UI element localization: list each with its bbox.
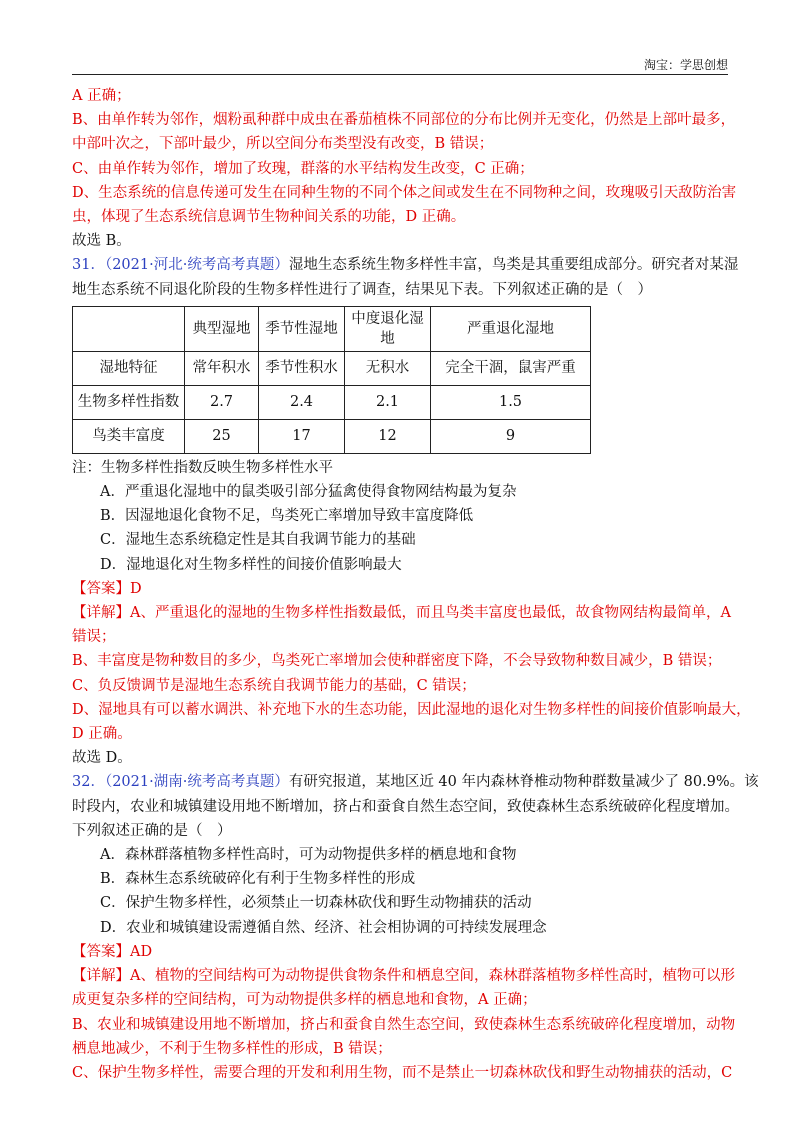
prev-answer-line: 中部叶次之，下部叶最少，所以空间分布类型没有改变，B 错误； — [72, 136, 494, 153]
table-row — [73, 419, 591, 453]
q31-detail-line: C、负反馈调节是湿地生态系统自我调节能力的基础，C 错误； — [72, 677, 476, 694]
header-text: 淘宝：学思创想 — [643, 58, 728, 72]
table-cell: 2.4 — [259, 385, 345, 419]
q32-detail-line — [72, 964, 735, 988]
table-cell: 季节性积水 — [259, 351, 345, 385]
table-cell: 无积水 — [345, 351, 431, 385]
detail-text: A、严重退化的湿地的生物多样性指数最低，而且鸟类丰富度也最低，故食物网结构最简单，A — [130, 605, 731, 622]
q31-option-a: A．严重退化湿地中的鼠类吸引部分猛禽使得食物网结构最为复杂 — [100, 484, 517, 501]
answer-value: D — [130, 580, 142, 597]
q31-table — [72, 306, 591, 454]
q32-detail-line: 栖息地减少，不利于生物多样性的形成，B 错误； — [72, 1040, 392, 1057]
table-cell: 湿地特征 — [73, 351, 185, 385]
table-header-cell: 中度退化湿 地 — [345, 306, 431, 351]
q31-source: （2021·河北·统考高考真题） — [104, 257, 289, 274]
table-row — [73, 385, 591, 419]
table-cell: 9 — [431, 419, 591, 453]
q31-option-c: C．湿地生态系统稳定性是其自我调节能力的基础 — [100, 532, 416, 549]
prev-answer-line: 虫，体现了生态系统信息调节生物种间关系的功能，D 正确。 — [72, 209, 466, 226]
prev-answer-line: A 正确； — [72, 88, 131, 104]
q31-answer — [72, 577, 732, 601]
detail-label: 【详解】 — [72, 968, 130, 985]
q32-detail-line: B、农业和城镇建设用地不断增加，挤占和蚕食自然生态空间，致使森林生态系统破碎化程度增加，动物 — [72, 1016, 736, 1033]
q31-detail-line: 错误； — [72, 629, 116, 646]
q31-stem-line-2: 地生态系统不同退化阶段的生物多样性进行了调查，结果见下表。下列叙述正确的是（ ） — [72, 281, 652, 298]
table-cell: 常年积水 — [185, 351, 259, 385]
table-cell: 完全干涸，鼠害严重 — [431, 351, 591, 385]
page-content — [72, 84, 759, 1085]
prev-conclusion: 故选 B。 — [72, 233, 131, 250]
q31-option-d: D．湿地退化对生物多样性的间接价值影响最大 — [100, 556, 402, 573]
q31-conclusion: 故选 D。 — [72, 750, 132, 767]
table-cell: 2.7 — [185, 385, 259, 419]
answer-label: 【答案】 — [72, 943, 130, 960]
table-row — [73, 351, 591, 385]
prev-answer-line: B、由单作转为邻作，烟粉虱种群中成虫在番茄植株不同部位的分布比例并无变化，仍然是上部叶最多， — [72, 112, 736, 129]
detail-text: A、植物的空间结构可为动物提供食物条件和栖息空间，森林群落植物多样性高时，植物可以形 — [130, 968, 735, 985]
q32-number: 32． — [72, 774, 105, 791]
answer-value: AD — [130, 943, 153, 960]
q32-stem-text: 有研究报道，某地区近 40 年内森林脊椎动物种群数量减少了 80.9%。该 — [288, 774, 759, 791]
table-header-row — [73, 306, 591, 351]
q32-answer — [72, 940, 732, 964]
q31-stem-line-1 — [72, 253, 739, 277]
q31-detail-line — [72, 601, 732, 625]
page-header — [72, 52, 728, 75]
q32-detail-line: C、保护生物多样性，需要合理的开发和利用生物，而不是禁止一切森林砍伐和野生动物捕获的活动，C — [72, 1064, 733, 1081]
q32-option-d: D．农业和城镇建设需遵循自然、经济、社会相协调的可持续发展理念 — [100, 919, 547, 936]
table-cell: 25 — [185, 419, 259, 453]
table-cell: 17 — [259, 419, 345, 453]
table-cell: 2.1 — [345, 385, 431, 419]
q32-detail-line: 成更复杂多样的空间结构，可为动物提供多样的栖息地和食物，A 正确； — [72, 992, 537, 1009]
table-cell: 鸟类丰富度 — [73, 419, 185, 453]
prev-answer-line: D、生态系统的信息传递可发生在同种生物的不同个体之间或发生在不同物种之间，玫瑰吸引天敌防治害 — [72, 184, 737, 201]
answer-label: 【答案】 — [72, 580, 130, 597]
table-header-cell: 严重退化湿地 — [431, 306, 591, 351]
q31-stem-text: 湿地生态系统生物多样性丰富，鸟类是其重要组成部分。研究者对某湿 — [288, 257, 739, 274]
table-cell: 生物多样性指数 — [73, 385, 185, 419]
q31-detail-line: D、湿地具有可以蓄水调洪、补充地下水的生态功能，因此湿地的退化对生物多样性的间接价值影响最大， — [72, 701, 751, 718]
q32-stem-line-3: 下列叙述正确的是（ ） — [72, 822, 232, 839]
q32-option-c: C．保护生物多样性，必须禁止一切森林砍伐和野生动物捕获的活动 — [100, 895, 532, 912]
q31-number: 31． — [72, 257, 105, 274]
table-cell: 1.5 — [431, 385, 591, 419]
q31-detail-line: D 正确。 — [72, 726, 132, 743]
table-header-cell: 典型湿地 — [185, 306, 259, 351]
table-header-cell — [73, 306, 185, 351]
q31-note: 注：生物多样性指数反映生物多样性水平 — [72, 459, 333, 476]
table-header-cell: 季节性湿地 — [259, 306, 345, 351]
q32-stem-line-2: 时段内，农业和城镇建设用地不断增加，挤占和蚕食自然生态空间，致使森林生态系统破碎化程度增加。 — [72, 798, 739, 815]
q32-stem-line-1 — [72, 770, 759, 794]
q31-detail-line: B、丰富度是物种数目的多少，鸟类死亡率增加会使种群密度下降，不会导致物种数目减少，B 错误； — [72, 653, 722, 670]
table-cell: 12 — [345, 419, 431, 453]
q32-option-b: B．森林生态系统破碎化有利于生物多样性的形成 — [100, 871, 416, 888]
prev-answer-line: C、由单作转为邻作，增加了玫瑰，群落的水平结构发生改变，C 正确； — [72, 160, 534, 177]
q32-source: （2021·湖南·统考高考真题） — [104, 774, 289, 791]
detail-label: 【详解】 — [72, 605, 130, 622]
q31-option-b: B．因湿地退化食物不足，鸟类死亡率增加导致丰富度降低 — [100, 508, 474, 525]
q32-option-a: A．森林群落植物多样性高时，可为动物提供多样的栖息地和食物 — [100, 847, 517, 864]
